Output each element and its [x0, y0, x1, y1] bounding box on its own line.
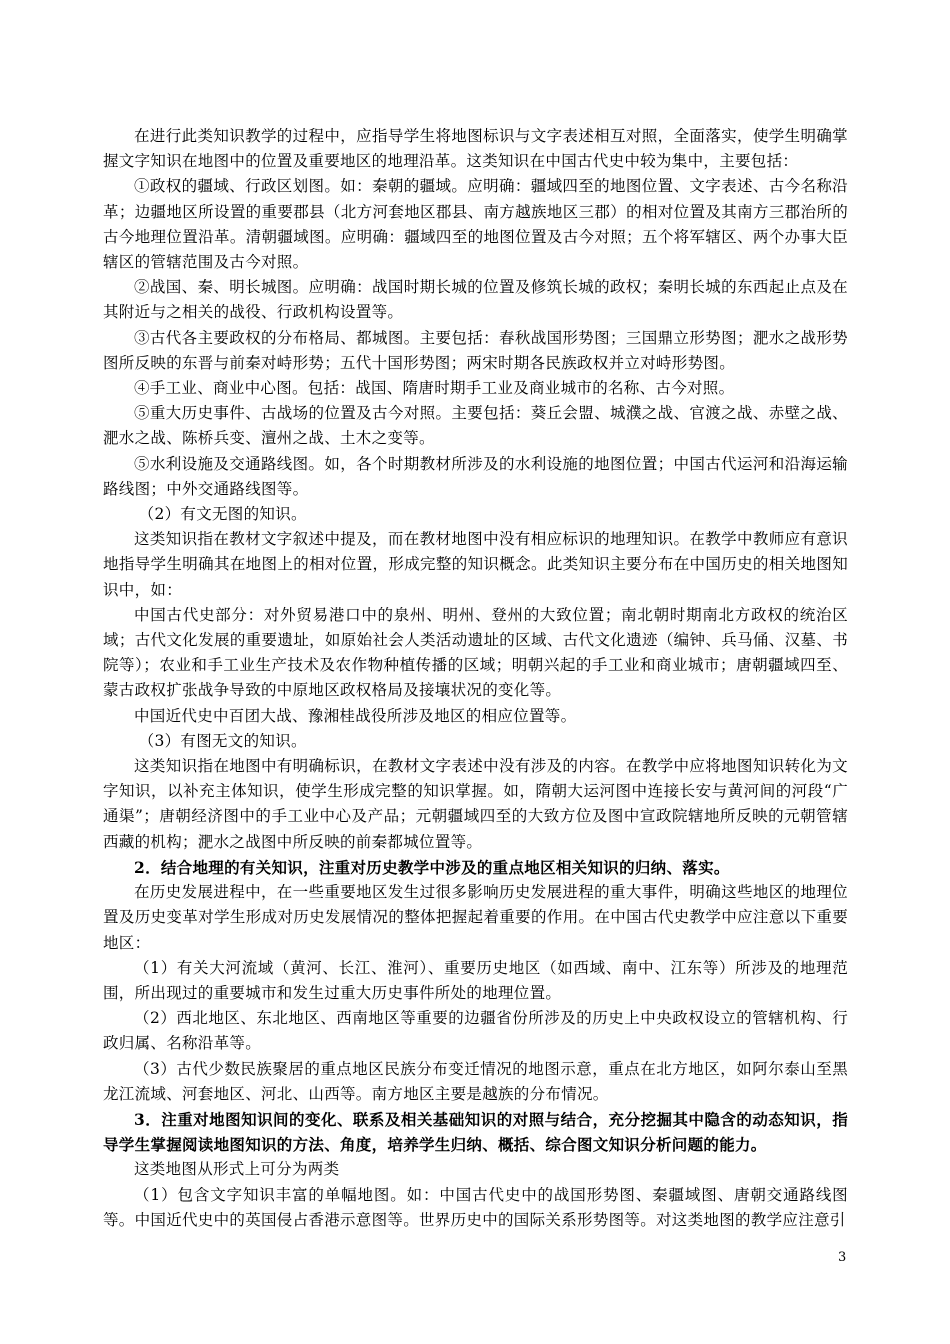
section-heading: （2）有文无图的知识。	[138, 505, 307, 524]
paragraph: （1）包含文字知识丰富的单幅地图。如：中国古代史中的战国形势图、秦疆域图、唐朝交通路线图等。中国近代史中的英国侵占香港示意图等。世界历史中的国际关系形势图等。对这类地图的教学应注意引	[103, 1185, 848, 1229]
paragraph: （3）古代少数民族聚居的重点地区民族分布变迁情况的地图示意，重点在北方地区，如阿尔泰山至黑龙江流域、河套地区、河北、山西等。南方地区主要是越族的分布情况。	[103, 1059, 848, 1103]
paragraph: （1）有关大河流域（黄河、长江、淮河）、重要历史地区（如西域、南中、江东等）所涉及的地理范围，所出现过的重要城市和发生过重大历史事件所处的地理位置。	[103, 958, 848, 1002]
paragraph: ①政权的疆域、行政区划图。如：秦朝的疆域。应明确：疆域四至的地图位置、文字表述、古今名称沿革；边疆地区所设置的重要郡县（北方河套地区郡县、南方越族地区三郡）的相对位置及其南方三郡治所的古今地理位置沿革。清朝疆域图。应明确：疆域四至的地图位置及古今对照；五个将军辖区、两个办事大臣辖区的管辖范围及古今对照。	[103, 177, 848, 272]
section-heading: （3）有图无文的知识。	[138, 731, 307, 750]
bold-heading: 3．注重对地图知识间的变化、联系及相关基础知识的对照与结合，充分挖掘其中隐含的动态知识，指导学生掌握阅读地图知识的方法、角度，培养学生归纳、概括、综合图文知识分析问题的能力。	[103, 1109, 848, 1155]
paragraph: （2）西北地区、东北地区、西南地区等重要的边疆省份所涉及的历史上中央政权设立的管辖机构、行政归属、名称沿革等。	[103, 1009, 848, 1053]
paragraph: ⑤重大历史事件、古战场的位置及古今对照。主要包括：葵丘会盟、城濮之战、官渡之战、赤壁之战、淝水之战、陈桥兵变、澶州之战、土木之变等。	[103, 404, 848, 448]
paragraph: 这类地图从形式上可分为两类	[134, 1160, 340, 1179]
paragraph: ⑤水利设施及交通路线图。如，各个时期教材所涉及的水利设施的地图位置；中国古代运河和沿海运输路线图；中外交通路线图等。	[103, 454, 848, 498]
paragraph: 中国近代史中百团大战、豫湘桂战役所涉及地区的相应位置等。	[134, 706, 577, 725]
paragraph: ③古代各主要政权的分布格局、都城图。主要包括：春秋战国形势图；三国鼎立形势图；淝水之战形势图所反映的东晋与前秦对峙形势；五代十国形势图；两宋时期各民族政权并立对峙形势图。	[103, 328, 848, 372]
bold-heading: 2．结合地理的有关知识，注重对历史教学中涉及的重点地区相关知识的归纳、落实。	[134, 857, 730, 877]
paragraph: 在进行此类知识教学的过程中，应指导学生将地图标识与文字表述相互对照，全面落实，使学生明确掌握文字知识在地图中的位置及重要地区的地理沿革。这类知识在中国古代史中较为集中，主要包括：	[103, 127, 848, 171]
paragraph: 这类知识指在地图中有明确标识，在教材文字表述中没有涉及的内容。在教学中应将地图知识转化为文字知识，以补充主体知识，使学生形成完整的知识掌握。如，隋朝大运河图中连接长安与黄河间的河段“广通渠”；唐朝经济图中的手工业中心及产品；元朝疆域四至的大致方位及图中宣政院辖地所反映的元朝管辖西藏的机构；淝水之战图中所反映的前秦都城位置等。	[103, 757, 848, 851]
paragraph: ②战国、秦、明长城图。应明确：战国时期长城的位置及修筑长城的政权；秦明长城的东西起止点及在其附近与之相关的战役、行政机构设置等。	[103, 278, 848, 322]
page-number: 3	[838, 1250, 847, 1265]
paragraph: 在历史发展进程中，在一些重要地区发生过很多影响历史发展进程的重大事件，明确这些地区的地理位置及历史变革对学生形成对历史发展情况的整体把握起着重要的作用。在中国古代史教学中应注意以下重要地区：	[103, 883, 848, 952]
document-body	[103, 124, 848, 1233]
paragraph: 这类知识指在教材文字叙述中提及，而在教材地图中没有相应标识的地理知识。在教学中教师应有意识地指导学生明确其在地图上的相对位置，形成完整的知识概念。此类知识主要分布在中国历史的相关地图知识中，如：	[103, 530, 848, 599]
paragraph: 中国古代史部分：对外贸易港口中的泉州、明州、登州的大致位置；南北朝时期南北方政权的统治区域；古代文化发展的重要遗址，如原始社会人类活动遗址的区域、古代文化遗迹（编钟、兵马俑、汉墓、书院等）；农业和手工业生产技术及农作物种植传播的区域；明朝兴起的手工业和商业城市；唐朝疆域四至、蒙古政权扩张战争导致的中原地区政权格局及接壤状况的变化等。	[103, 605, 848, 700]
paragraph: ④手工业、商业中心图。包括：战国、隋唐时期手工业及商业城市的名称、古今对照。	[134, 379, 735, 398]
